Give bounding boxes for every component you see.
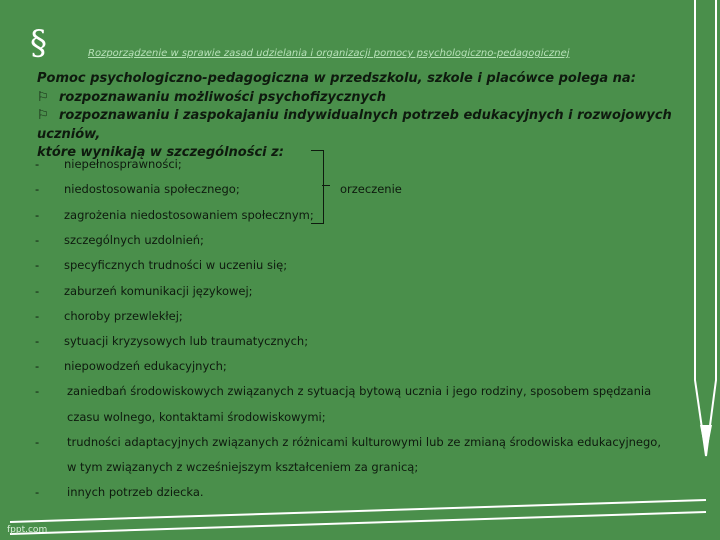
flag-bullet-icon: ⚐ (37, 89, 49, 105)
conditions-list: - niepełnosprawności; - niedostosowania społecznego; - zagrożenia niedostosowaniem społecznym; - szczególnych uzdolnień; - specyficznych trudności w uczeniu się; - zaburzeń komunikacji językowej; - choroby przewlekłej; - sytuacji kryzysowych lub traumatycznych; - niepowodzeń edukacyjnych; - zaniedbań środowiskowych związanych z sytuacją bytową ucznia i jego rodziny, sposobem spędzania czasu wolnego, kontaktami środowiskowymi; - trudności adaptacyjnych związanych z różnicami kulturowymi lub ze zmianą środowiska edukacyjnego, w tym związanych z wcześniejszym kształceniem za granicą; - innych potrzeb dziecka. (35, 157, 662, 499)
section-icon: § (30, 23, 47, 63)
bullet-2-text: rozpoznawaniu i zaspokajaniu indywidualnych potrzeb edukacyjnych i rozwojowych uczniów, (37, 108, 672, 142)
intro-line: Pomoc psychologiczno-pedagogiczna w przedszkolu, szkole i placówce polega na: (37, 71, 636, 86)
footer-brand: fppt.com (7, 525, 48, 535)
intro-continuation: które wynikają w szczególności z: (37, 145, 284, 161)
bullet-1-text: rozpoznawaniu możliwości psychofizycznych (59, 89, 386, 105)
regulation-link[interactable]: Rozporządzenie w sprawie zasad udzielania i organizacji pomocy psychologiczno-pedagogicznej (88, 48, 570, 59)
flag-bullet-icon: ⚐ (37, 108, 49, 124)
bracket-label: orzeczenie (340, 182, 402, 196)
